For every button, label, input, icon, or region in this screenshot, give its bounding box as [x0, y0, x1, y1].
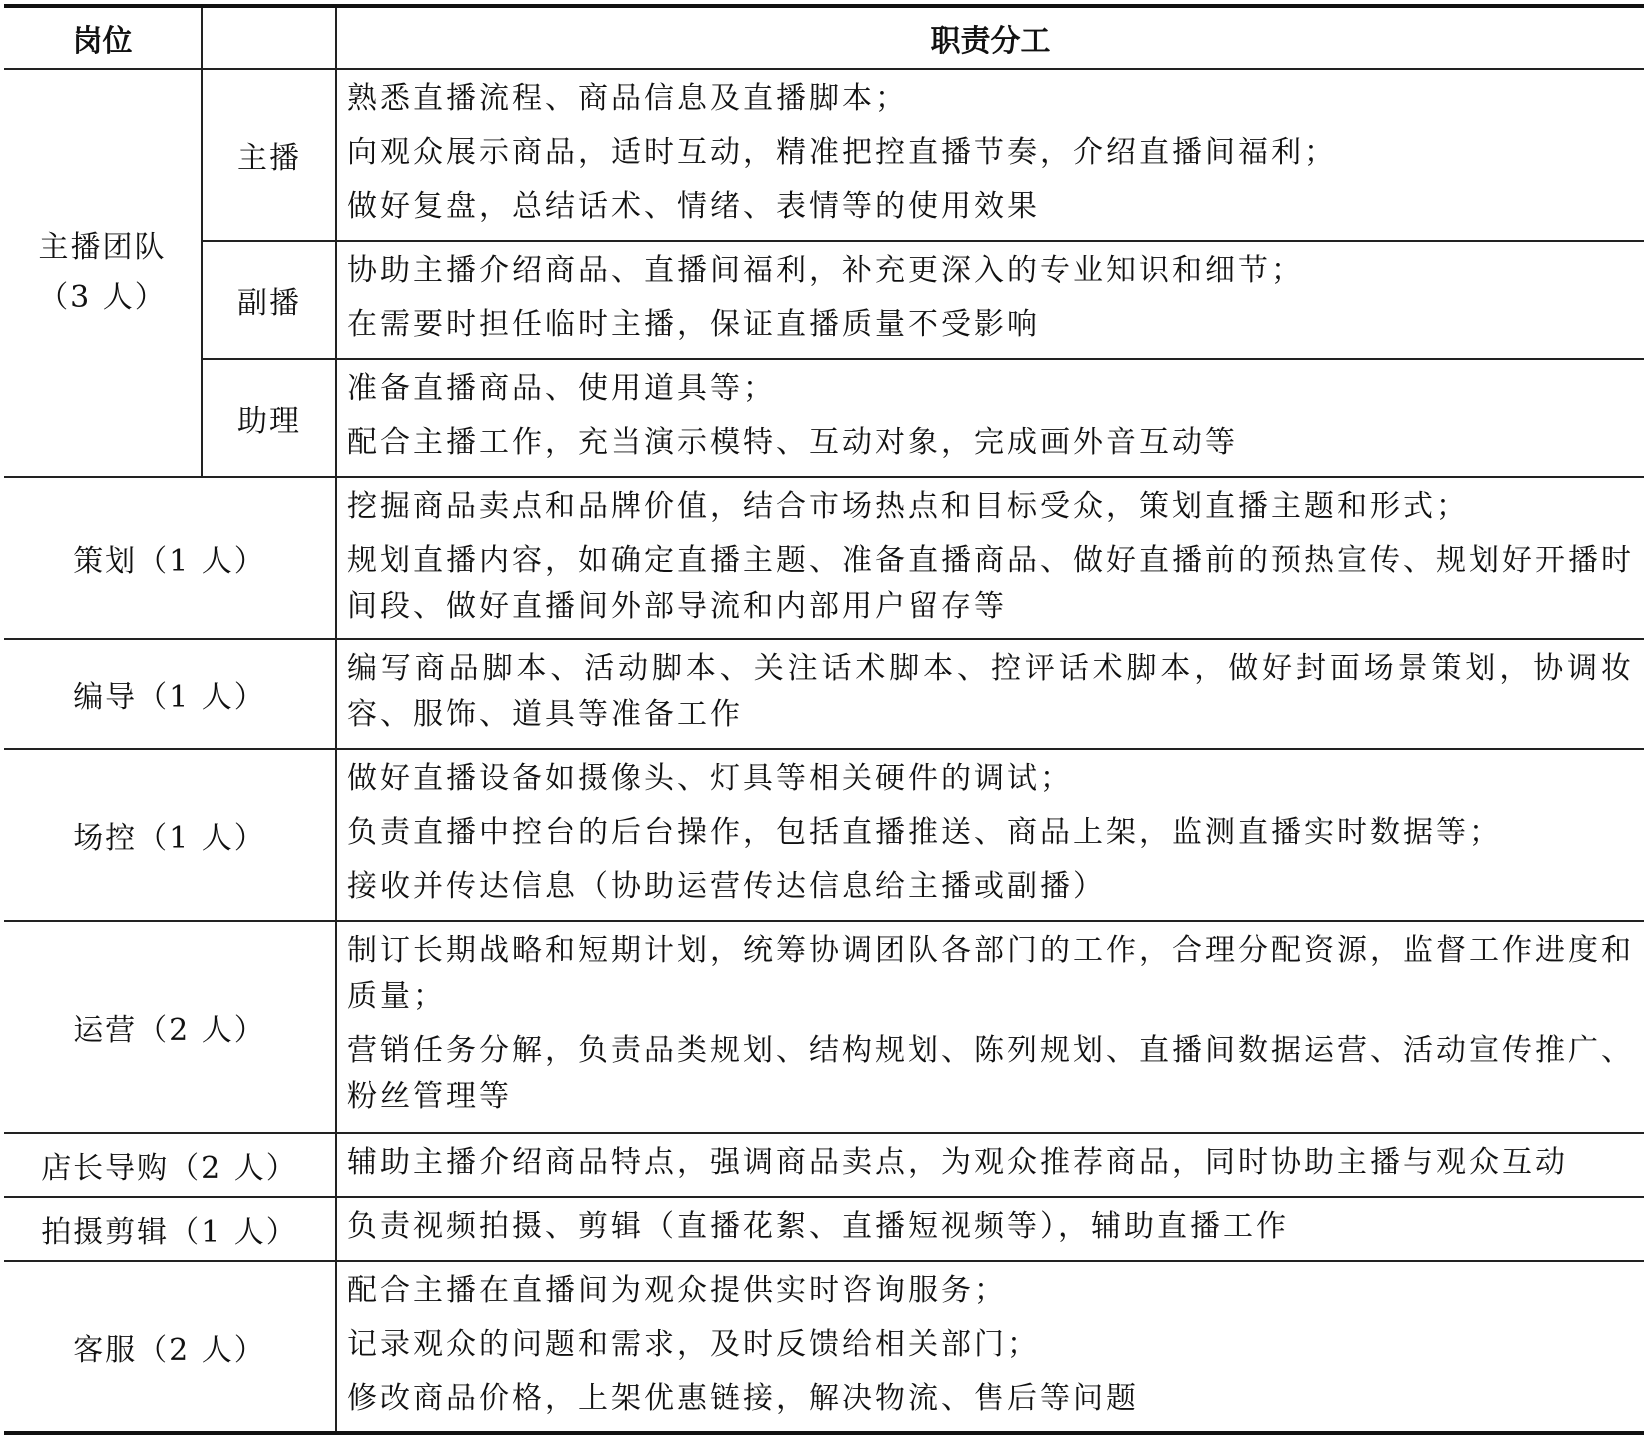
- header-row: [4, 6, 1644, 69]
- table-row: [4, 921, 1644, 1133]
- role-name: 副播: [202, 241, 336, 359]
- duty-cell: [336, 639, 1644, 749]
- post-name: 编导（1 人）: [4, 639, 336, 749]
- duty-line: 挖掘商品卖点和品牌价值，结合市场热点和目标受众，策划直播主题和形式；: [347, 489, 1469, 524]
- duty-cell: [336, 921, 1644, 1133]
- duty-line: 记录观众的问题和需求，及时反馈给相关部门；: [347, 1327, 1040, 1362]
- table-row: [4, 69, 1644, 241]
- header-duty: 职责分工: [336, 6, 1644, 69]
- duty-cell: [336, 1133, 1644, 1197]
- duty-line: 营销任务分解，负责品类规划、结构规划、陈列规划、直播间数据运营、活动宣传推广、粉丝管理等: [347, 1033, 1634, 1114]
- role-name: 助理: [202, 359, 336, 477]
- anchor-team-count: （3 人）: [38, 280, 167, 315]
- header-blank: [202, 6, 336, 69]
- duty-table: [4, 4, 1644, 1435]
- duty-line: 在需要时担任临时主播，保证直播质量不受影响: [347, 307, 1040, 342]
- duty-cell: [336, 69, 1644, 241]
- duty-cell: [336, 1197, 1644, 1261]
- duty-line: 向观众展示商品，适时互动，精准把控直播节奏，介绍直播间福利；: [347, 135, 1337, 170]
- duty-line: 编写商品脚本、活动脚本、关注话术脚本、控评话术脚本，做好封面场景策划，协调妆容、服饰、道具等准备工作: [347, 651, 1634, 732]
- post-name: 运营（2 人）: [4, 921, 336, 1133]
- duty-line: 配合主播工作，充当演示模特、互动对象，完成画外音互动等: [347, 425, 1238, 460]
- duty-line: 制订长期战略和短期计划，统筹协调团队各部门的工作，合理分配资源，监督工作进度和质量；: [347, 933, 1634, 1014]
- table-row: [4, 1133, 1644, 1197]
- duty-cell: [336, 241, 1644, 359]
- table-row: [4, 477, 1644, 639]
- duty-cell: [336, 477, 1644, 639]
- duty-line: 准备直播商品、使用道具等；: [347, 371, 776, 406]
- duty-line: 接收并传达信息（协助运营传达信息给主播或副播）: [347, 869, 1106, 904]
- table-row: [4, 639, 1644, 749]
- duty-line: 配合主播在直播间为观众提供实时咨询服务；: [347, 1273, 1007, 1308]
- post-name: 场控（1 人）: [4, 749, 336, 921]
- duty-line: 熟悉直播流程、商品信息及直播脚本；: [347, 81, 908, 116]
- anchor-team-cell: [4, 69, 202, 477]
- duty-cell: [336, 749, 1644, 921]
- role-name: 主播: [202, 69, 336, 241]
- header-post: 岗位: [4, 6, 202, 69]
- duty-line: 协助主播介绍商品、直播间福利，补充更深入的专业知识和细节；: [347, 253, 1304, 288]
- duty-line: 做好复盘，总结话术、情绪、表情等的使用效果: [347, 189, 1040, 224]
- post-name: 店长导购（2 人）: [4, 1133, 336, 1197]
- table-row: [4, 1197, 1644, 1261]
- duty-cell: [336, 1261, 1644, 1433]
- duty-line: 负责视频拍摄、剪辑（直播花絮、直播短视频等），辅助直播工作: [347, 1209, 1289, 1244]
- table-row: [4, 749, 1644, 921]
- duty-line: 修改商品价格，上架优惠链接，解决物流、售后等问题: [347, 1381, 1139, 1416]
- table-row: [4, 359, 1644, 477]
- duty-line: 规划直播内容，如确定直播主题、准备直播商品、做好直播前的预热宣传、规划好开播时间段、做好直播间外部导流和内部用户留存等: [347, 543, 1634, 624]
- duty-cell: [336, 359, 1644, 477]
- table-row: [4, 1261, 1644, 1433]
- post-name: 策划（1 人）: [4, 477, 336, 639]
- anchor-team-label: 主播团队: [38, 230, 167, 265]
- duty-line: 负责直播中控台的后台操作，包括直播推送、商品上架，监测直播实时数据等；: [347, 815, 1502, 850]
- duty-line: 辅助主播介绍商品特点，强调商品卖点，为观众推荐商品，同时协助主播与观众互动: [347, 1145, 1568, 1180]
- table-row: [4, 241, 1644, 359]
- post-name: 客服（2 人）: [4, 1261, 336, 1433]
- post-name: 拍摄剪辑（1 人）: [4, 1197, 336, 1261]
- duty-line: 做好直播设备如摄像头、灯具等相关硬件的调试；: [347, 761, 1073, 796]
